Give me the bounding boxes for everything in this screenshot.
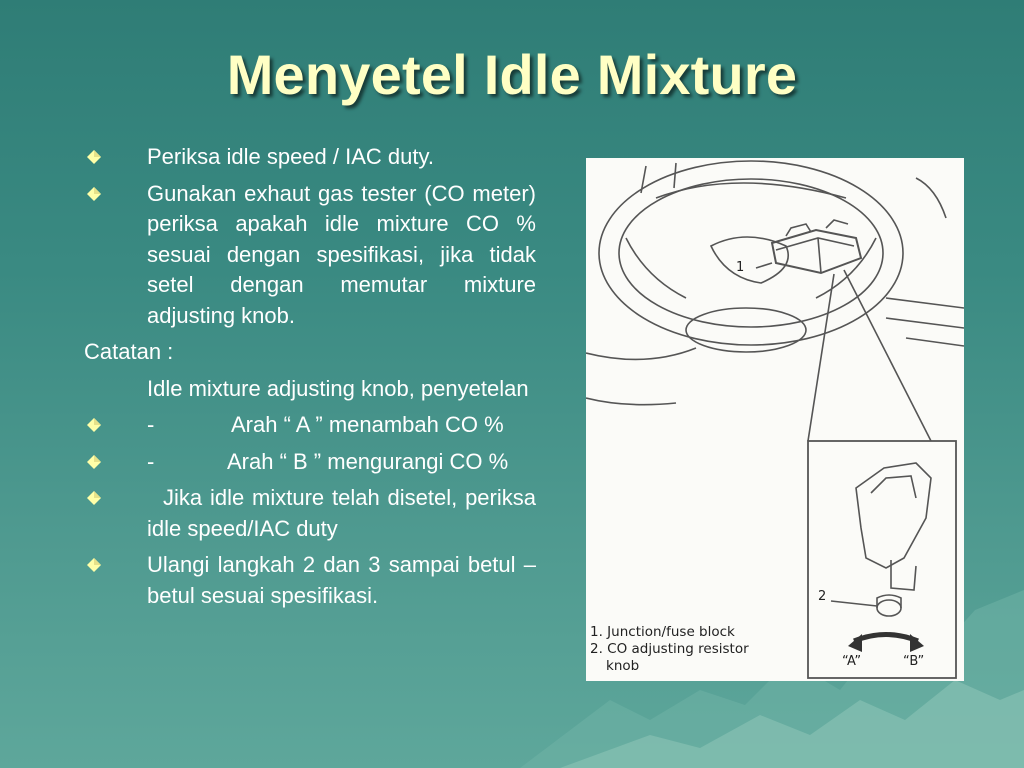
list-item bbox=[84, 550, 536, 611]
label-b: “B” bbox=[903, 654, 925, 669]
diamond-bullet-icon bbox=[87, 491, 101, 505]
list-item-text: Jika idle mixture telah disetel, periksa idle speed/IAC duty bbox=[147, 485, 536, 541]
note-heading bbox=[84, 337, 536, 368]
technical-illustration bbox=[586, 158, 964, 681]
label-1: 1 bbox=[736, 260, 745, 275]
list-item-text: Periksa idle speed / IAC duty. bbox=[147, 144, 434, 169]
diamond-bullet-icon bbox=[87, 455, 101, 469]
dashboard-steering-drawing bbox=[586, 158, 964, 681]
list-item bbox=[84, 410, 536, 441]
caption-line-2: 2. CO adjusting resistor bbox=[590, 641, 749, 657]
diamond-bullet-icon bbox=[87, 418, 101, 432]
figure-caption bbox=[590, 624, 749, 675]
list-item-text: Gunakan exhaut gas tester (CO meter) periksa apakah idle mixture CO % sesuai dengan spesifikasi, jika tidak setel dengan memutar mixture adjusting knob. bbox=[147, 180, 536, 328]
list-item bbox=[84, 142, 536, 173]
list-item-text: Arah “ B ” mengurangi CO % bbox=[227, 448, 509, 474]
caption-line-1: 1. Junction/fuse block bbox=[590, 624, 735, 640]
note-text bbox=[84, 374, 536, 405]
diamond-bullet-icon bbox=[87, 187, 101, 201]
diamond-bullet-icon bbox=[87, 150, 101, 164]
bullet-list bbox=[84, 142, 536, 617]
note-body: Idle mixture adjusting knob, penyetelan bbox=[147, 375, 529, 401]
dash-marker: - bbox=[147, 412, 155, 437]
slide-title: Menyetel Idle Mixture bbox=[226, 43, 798, 106]
note-heading-text: Catatan : bbox=[84, 339, 174, 364]
list-item-text: Ulangi langkah 2 dan 3 sampai betul – betul sesuai spesifikasi. bbox=[147, 552, 536, 608]
list-item bbox=[84, 447, 536, 478]
list-item bbox=[84, 179, 536, 332]
label-a: “A” bbox=[842, 654, 862, 669]
label-2: 2 bbox=[818, 589, 827, 604]
list-item bbox=[84, 483, 536, 544]
list-item-text: Arah “ A ” menambah CO % bbox=[231, 412, 504, 437]
caption-line-3: knob bbox=[606, 658, 640, 674]
diamond-bullet-icon bbox=[87, 558, 101, 572]
dash-marker: - bbox=[147, 448, 155, 474]
